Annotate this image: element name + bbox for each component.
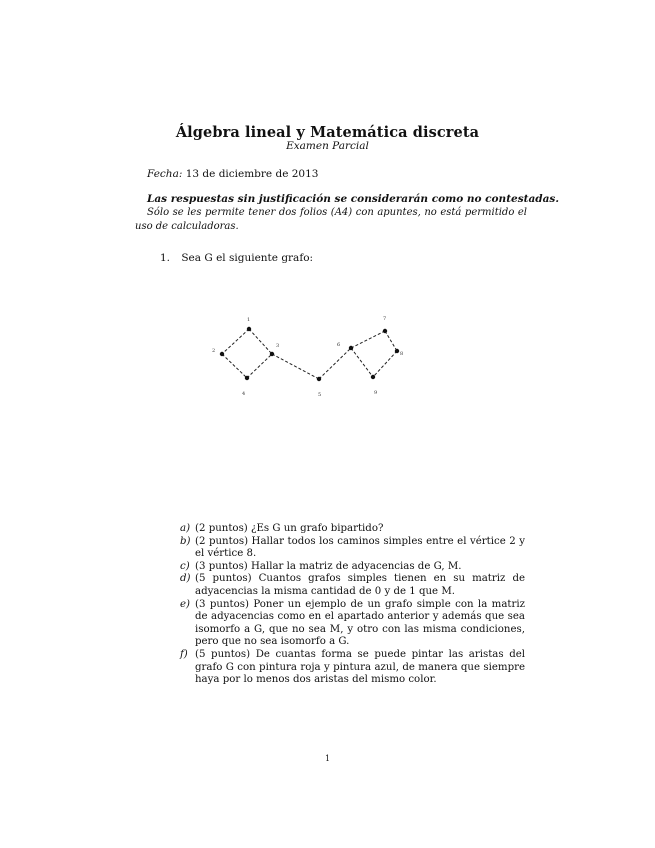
exam-subtitle: Examen Parcial <box>286 140 369 152</box>
graph-vertex <box>395 349 399 353</box>
graph-edge <box>351 331 385 348</box>
graph-edge <box>222 354 247 378</box>
vertex-label: 4 <box>242 391 246 397</box>
graph-vertex <box>270 352 274 356</box>
item-marker: b) <box>180 535 191 547</box>
vertex-label: 8 <box>400 351 404 357</box>
item-text: (3 puntos) Poner un ejemplo de un grafo simple con la matriz de adyacencias como en el apartado anterior y además que sea isomorfo a G, que no sea M, y otro con las misma condiciones, pero que no sea isomorfo a G. <box>195 598 525 648</box>
graph-edge <box>272 354 319 379</box>
vertex-label: 9 <box>374 390 378 396</box>
graph-edge <box>222 329 249 354</box>
graph-edge <box>385 331 397 351</box>
item-text: (2 puntos) Hallar todos los caminos simples entre el vértice 2 y el vértice 8. <box>195 535 525 560</box>
sub-question-list <box>180 523 525 687</box>
graph-vertex <box>220 352 224 356</box>
item-marker: d) <box>180 573 191 585</box>
graph-vertex <box>247 327 251 331</box>
graph-edge <box>319 348 351 379</box>
graph-edge <box>249 329 272 354</box>
vertex-label: 3 <box>276 343 280 349</box>
graph-vertex <box>349 346 353 350</box>
materials-rule: Sólo se les permite tener dos folios (A4) con apuntes, no está permitido el uso de calculadoras. <box>135 207 527 232</box>
question-number: 1. <box>160 252 171 264</box>
exam-title: Álgebra lineal y Matemática discreta <box>175 124 480 141</box>
vertex-label: 5 <box>318 392 322 398</box>
page-number: 1 <box>324 754 331 763</box>
date-label: Fecha: <box>147 168 183 180</box>
item-marker: f) <box>180 648 188 660</box>
graph-vertex <box>245 376 249 380</box>
graph-vertex <box>317 377 321 381</box>
graph-edge <box>247 354 272 378</box>
sub-question-a <box>180 523 525 536</box>
vertex-label: 2 <box>212 348 216 354</box>
sub-question-b <box>180 536 525 561</box>
graph-edge <box>351 348 373 377</box>
graph-figure <box>200 305 420 405</box>
item-text: (2 puntos) ¿Es G un grafo bipartido? <box>195 523 384 534</box>
vertex-label: 6 <box>337 342 341 348</box>
graph-edge <box>373 351 397 377</box>
sub-question-e <box>180 599 525 649</box>
question-1 <box>160 252 313 264</box>
exam-date <box>147 168 318 180</box>
item-text: (5 puntos) De cuantas forma se puede pintar las aristas del grafo G con pintura roja y pintura azul, de manera que siempre haya por lo menos dos aristas del mismo color. <box>195 648 525 686</box>
graph-vertex <box>371 375 375 379</box>
vertex-label: 7 <box>383 316 387 322</box>
graph-vertex <box>383 329 387 333</box>
question-text: Sea G el siguiente grafo: <box>181 252 314 264</box>
item-marker: e) <box>180 598 191 610</box>
date-value: 13 de diciembre de 2013 <box>185 168 319 180</box>
sub-question-d <box>180 573 525 598</box>
item-marker: a) <box>180 523 191 534</box>
item-text: (3 puntos) Hallar la matriz de adyacencias de G, M. <box>195 560 462 572</box>
sub-question-c <box>180 561 525 574</box>
justification-warning: Las respuestas sin justificación se considerarán como no contestadas. <box>147 193 560 205</box>
sub-question-f <box>180 649 525 687</box>
vertex-label: 1 <box>247 317 251 323</box>
item-marker: c) <box>180 560 190 572</box>
item-text: (5 puntos) Cuantos grafos simples tienen en su matriz de adyacencias la misma cantidad de 0 y de 1 que M. <box>195 573 525 597</box>
